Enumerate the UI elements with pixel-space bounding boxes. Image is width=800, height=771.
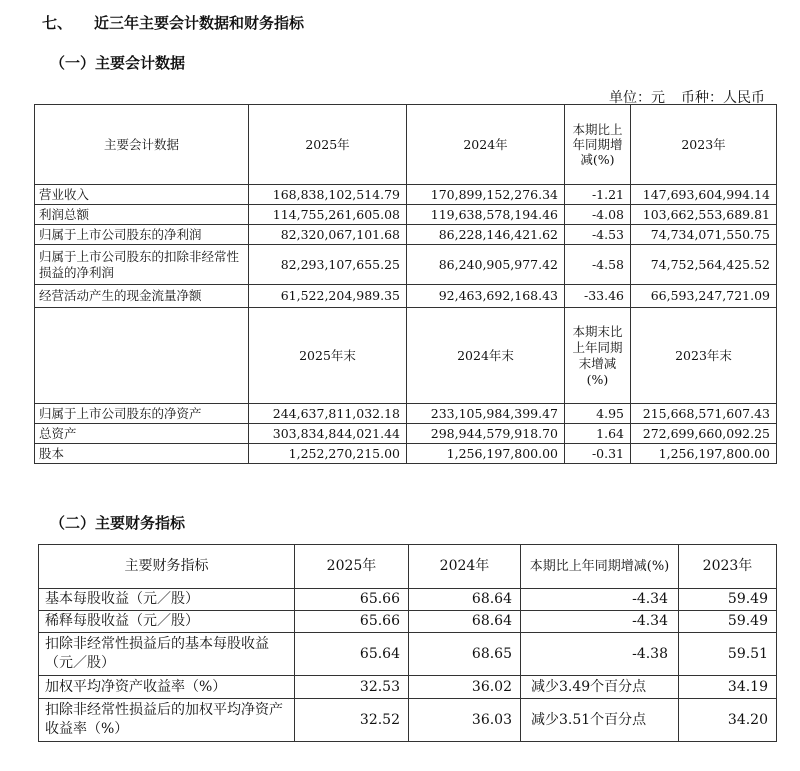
- header-cell: 2024年: [409, 545, 521, 589]
- table-row: [39, 699, 777, 742]
- change-cell: -4.38: [521, 633, 679, 676]
- value-cell: 244,637,811,032.18: [249, 404, 407, 424]
- value-cell: 59.49: [679, 589, 777, 611]
- row-label: 股本: [35, 444, 249, 464]
- value-cell: 86,240,905,977.42: [407, 245, 565, 285]
- header-cell: 2025年末: [249, 308, 407, 404]
- currency-label: 币种：人民币: [681, 90, 765, 106]
- section-number: 七、: [42, 14, 73, 32]
- value-cell: 92,463,692,168.43: [407, 285, 565, 308]
- value-cell: 68.64: [409, 611, 521, 633]
- row-label: 归属于上市公司股东的扣除非经常性损益的净利润: [35, 245, 249, 285]
- value-cell: 36.03: [409, 699, 521, 742]
- change-cell: -0.31: [565, 444, 631, 464]
- table-row: [35, 404, 777, 424]
- change-cell: -4.34: [521, 589, 679, 611]
- value-cell: 82,293,107,655.25: [249, 245, 407, 285]
- table-header-row: [39, 545, 777, 589]
- table-row: [39, 611, 777, 633]
- value-cell: 65.66: [295, 611, 409, 633]
- value-cell: 36.02: [409, 676, 521, 699]
- value-cell: 114,755,261,605.08: [249, 205, 407, 225]
- header-cell: 2023年: [679, 545, 777, 589]
- value-cell: 59.49: [679, 611, 777, 633]
- table-row: [35, 225, 777, 245]
- value-cell: 68.64: [409, 589, 521, 611]
- value-cell: 170,899,152,276.34: [407, 185, 565, 205]
- header-cell: 2025年: [295, 545, 409, 589]
- header-cell: 主要财务指标: [39, 545, 295, 589]
- change-cell: 减少3.49个百分点: [521, 676, 679, 699]
- financial-indicators-table: [38, 544, 777, 742]
- table-row: [35, 245, 777, 285]
- subsection-title-indicators: （二）主要财务指标: [50, 514, 186, 532]
- table-row: [35, 424, 777, 444]
- value-cell: 68.65: [409, 633, 521, 676]
- value-cell: 168,838,102,514.79: [249, 185, 407, 205]
- value-cell: 32.53: [295, 676, 409, 699]
- table-subheader-row: [35, 308, 777, 404]
- header-cell: 本期比上年同期增减(%): [521, 545, 679, 589]
- row-label: 经营活动产生的现金流量净额: [35, 285, 249, 308]
- header-cell: 本期比上年同期增减(%): [565, 105, 631, 185]
- value-cell: 103,662,553,689.81: [631, 205, 777, 225]
- value-cell: 65.66: [295, 589, 409, 611]
- header-cell: 本期末比上年同期末增减(%): [565, 308, 631, 404]
- value-cell: 82,320,067,101.68: [249, 225, 407, 245]
- change-cell: -33.46: [565, 285, 631, 308]
- value-cell: 34.19: [679, 676, 777, 699]
- change-cell: -4.53: [565, 225, 631, 245]
- row-label: 稀释每股收益（元／股）: [39, 611, 295, 633]
- table-header-row: [35, 105, 777, 185]
- value-cell: 66,593,247,721.09: [631, 285, 777, 308]
- row-label: 营业收入: [35, 185, 249, 205]
- value-cell: 65.64: [295, 633, 409, 676]
- value-cell: 298,944,579,918.70: [407, 424, 565, 444]
- row-label: 归属于上市公司股东的净利润: [35, 225, 249, 245]
- change-cell: -4.58: [565, 245, 631, 285]
- value-cell: 147,693,604,994.14: [631, 185, 777, 205]
- section-title: 近三年主要会计数据和财务指标: [94, 14, 305, 32]
- change-cell: 1.64: [565, 424, 631, 444]
- section-heading: [42, 12, 304, 33]
- accounting-data-table: [34, 104, 777, 464]
- value-cell: 215,668,571,607.43: [631, 404, 777, 424]
- unit-label: 单位：元: [609, 90, 665, 106]
- empty-cell: [35, 308, 249, 404]
- change-cell: 减少3.51个百分点: [521, 699, 679, 742]
- value-cell: 1,252,270,215.00: [249, 444, 407, 464]
- header-cell: 2025年: [249, 105, 407, 185]
- value-cell: 1,256,197,800.00: [407, 444, 565, 464]
- header-cell: 主要会计数据: [35, 105, 249, 185]
- value-cell: 86,228,146,421.62: [407, 225, 565, 245]
- row-label: 扣除非经常性损益后的基本每股收益（元／股）: [39, 633, 295, 676]
- value-cell: 272,699,660,092.25: [631, 424, 777, 444]
- row-label: 扣除非经常性损益后的加权平均净资产收益率（%）: [39, 699, 295, 742]
- header-cell: 2023年末: [631, 308, 777, 404]
- change-cell: -4.08: [565, 205, 631, 225]
- value-cell: 74,752,564,425.52: [631, 245, 777, 285]
- table-row: [35, 185, 777, 205]
- value-cell: 1,256,197,800.00: [631, 444, 777, 464]
- row-label: 基本每股收益（元／股）: [39, 589, 295, 611]
- row-label: 加权平均净资产收益率（%）: [39, 676, 295, 699]
- table-row: [39, 633, 777, 676]
- table-row: [35, 444, 777, 464]
- header-cell: 2024年: [407, 105, 565, 185]
- row-label: 归属于上市公司股东的净资产: [35, 404, 249, 424]
- table-row: [39, 676, 777, 699]
- row-label: 利润总额: [35, 205, 249, 225]
- value-cell: 32.52: [295, 699, 409, 742]
- value-cell: 59.51: [679, 633, 777, 676]
- header-cell: 2023年: [631, 105, 777, 185]
- value-cell: 303,834,844,021.44: [249, 424, 407, 444]
- header-cell: 2024年末: [407, 308, 565, 404]
- value-cell: 233,105,984,399.47: [407, 404, 565, 424]
- value-cell: 74,734,071,550.75: [631, 225, 777, 245]
- change-cell: -1.21: [565, 185, 631, 205]
- table-row: [39, 589, 777, 611]
- value-cell: 61,522,204,989.35: [249, 285, 407, 308]
- value-cell: 34.20: [679, 699, 777, 742]
- table-row: [35, 205, 777, 225]
- table-row: [35, 285, 777, 308]
- value-cell: 119,638,578,194.46: [407, 205, 565, 225]
- change-cell: 4.95: [565, 404, 631, 424]
- subsection-title-accounting: （一）主要会计数据: [50, 54, 186, 72]
- row-label: 总资产: [35, 424, 249, 444]
- change-cell: -4.34: [521, 611, 679, 633]
